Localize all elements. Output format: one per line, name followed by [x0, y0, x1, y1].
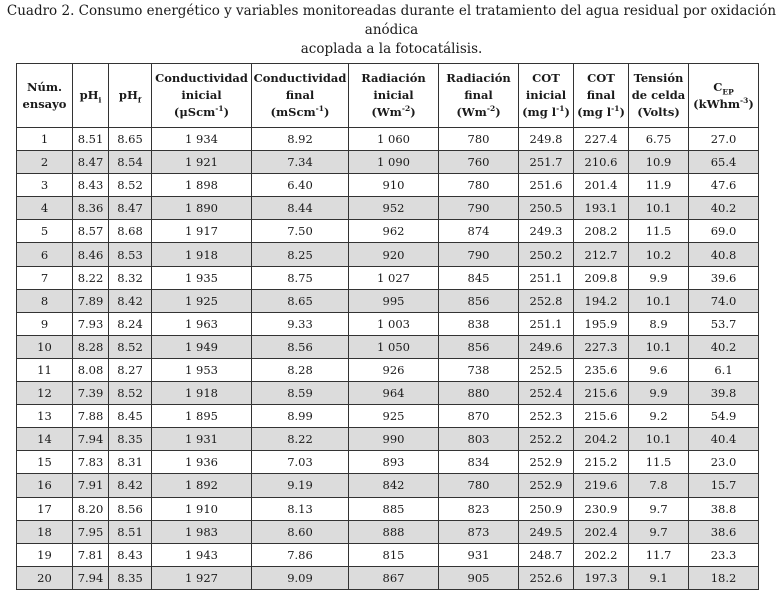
cell-conductividad-inicial: 1 935	[152, 266, 252, 289]
cell-radiacion-inicial: 1 003	[349, 312, 439, 335]
cell-ph-inicial: 8.22	[73, 266, 109, 289]
cell-radiacion-inicial: 952	[349, 197, 439, 220]
table-caption	[0, 2, 783, 59]
cell-ph-final: 8.35	[109, 428, 152, 451]
cell-radiacion-inicial: 885	[349, 497, 439, 520]
cell-ensayo: 17	[17, 497, 73, 520]
table-row	[17, 266, 759, 289]
cell-ensayo: 6	[17, 243, 73, 266]
cell-cot-inicial: 251.7	[519, 151, 574, 174]
cell-radiacion-final: 931	[439, 543, 519, 566]
cell-radiacion-final: 780	[439, 474, 519, 497]
cell-radiacion-final: 780	[439, 174, 519, 197]
cell-cot-final: 212.7	[574, 243, 629, 266]
cell-conductividad-final: 8.56	[252, 335, 349, 358]
cell-cot-final: 202.4	[574, 520, 629, 543]
cell-conductividad-inicial: 1 936	[152, 451, 252, 474]
cell-tension-celda: 9.7	[629, 497, 689, 520]
cell-cot-final: 230.9	[574, 497, 629, 520]
cell-ph-final: 8.68	[109, 220, 152, 243]
cell-cot-inicial: 252.9	[519, 451, 574, 474]
header-radiacion-final: Radiación final $(Wm^{-2})$	[439, 64, 519, 128]
cell-tension-celda: 8.9	[629, 312, 689, 335]
cell-cot-inicial: 248.7	[519, 543, 574, 566]
cell-ph-final: 8.42	[109, 289, 152, 312]
cell-cot-final: 215.2	[574, 451, 629, 474]
cell-cot-final: 227.3	[574, 335, 629, 358]
cell-ph-inicial: 7.93	[73, 312, 109, 335]
cell-conductividad-final: 8.59	[252, 382, 349, 405]
cell-ph-final: 8.54	[109, 151, 152, 174]
cell-radiacion-inicial: 995	[349, 289, 439, 312]
cell-tension-celda: 7.8	[629, 474, 689, 497]
header-radiacion-inicial: Radiación inicial $(Wm^{-2})$	[349, 64, 439, 128]
cell-cep: 65.4	[689, 151, 759, 174]
cell-radiacion-final: 856	[439, 289, 519, 312]
cell-ensayo: 10	[17, 335, 73, 358]
cell-conductividad-final: 8.13	[252, 497, 349, 520]
header-conductividad-final: Conductividad final (mScm$^{-1}$)	[252, 64, 349, 128]
cell-tension-celda: 10.1	[629, 335, 689, 358]
cell-cot-final: 227.4	[574, 128, 629, 151]
cell-ensayo: 20	[17, 566, 73, 589]
cell-radiacion-final: 873	[439, 520, 519, 543]
cell-ph-inicial: 7.89	[73, 289, 109, 312]
cell-ph-final: 8.24	[109, 312, 152, 335]
cell-ph-final: 8.45	[109, 405, 152, 428]
cell-cot-inicial: 252.6	[519, 566, 574, 589]
cell-cot-inicial: 252.9	[519, 474, 574, 497]
cell-radiacion-final: 823	[439, 497, 519, 520]
caption-line-2: acoplada a la fotocatálisis.	[300, 41, 483, 57]
cell-ph-final: 8.31	[109, 451, 152, 474]
cell-radiacion-final: 880	[439, 382, 519, 405]
cell-cep: 39.8	[689, 382, 759, 405]
cell-ensayo: 12	[17, 382, 73, 405]
cell-tension-celda: 9.9	[629, 266, 689, 289]
cell-ph-inicial: 7.94	[73, 428, 109, 451]
cell-conductividad-final: 6.40	[252, 174, 349, 197]
cell-cot-inicial: 251.1	[519, 312, 574, 335]
cell-cot-inicial: 249.6	[519, 335, 574, 358]
cell-radiacion-inicial: 1 050	[349, 335, 439, 358]
caption-line-1: Cuadro 2. Consumo energético y variables monitoreadas durante el tratamiento del agua residual por oxidación anódica	[6, 3, 777, 38]
cell-cot-inicial: 249.5	[519, 520, 574, 543]
cell-ph-final: 8.35	[109, 566, 152, 589]
cell-conductividad-final: 9.09	[252, 566, 349, 589]
table-row	[17, 451, 759, 474]
cell-cep: 53.7	[689, 312, 759, 335]
cell-tension-celda: 10.1	[629, 197, 689, 220]
cell-ensayo: 4	[17, 197, 73, 220]
cell-tension-celda: 11.9	[629, 174, 689, 197]
table-row	[17, 405, 759, 428]
header-conductividad-inicial: Conductividad inicial (μScm$^{-1}$)	[152, 64, 252, 128]
cell-conductividad-inicial: 1 910	[152, 497, 252, 520]
cell-cot-final: 194.2	[574, 289, 629, 312]
data-table	[16, 63, 759, 590]
cell-ph-inicial: 7.88	[73, 405, 109, 428]
header-ensayo: Núm. ensayo	[17, 64, 73, 128]
cell-radiacion-final: 738	[439, 358, 519, 381]
cell-radiacion-inicial: 893	[349, 451, 439, 474]
cell-cep: 40.8	[689, 243, 759, 266]
cell-conductividad-inicial: 1 892	[152, 474, 252, 497]
cell-cep: 69.0	[689, 220, 759, 243]
cell-conductividad-final: 8.60	[252, 520, 349, 543]
cell-cep: 6.1	[689, 358, 759, 381]
cell-radiacion-inicial: 842	[349, 474, 439, 497]
cell-cot-final: 201.4	[574, 174, 629, 197]
cell-cot-inicial: 252.5	[519, 358, 574, 381]
cell-cot-inicial: 252.3	[519, 405, 574, 428]
cell-radiacion-inicial: 867	[349, 566, 439, 589]
cell-ph-inicial: 8.43	[73, 174, 109, 197]
cell-ph-inicial: 7.39	[73, 382, 109, 405]
cell-tension-celda: 6.75	[629, 128, 689, 151]
cell-tension-celda: 11.5	[629, 451, 689, 474]
cell-conductividad-final: 8.92	[252, 128, 349, 151]
header-cep: $C_{EP}$ (kWhm$^{-3}$)	[689, 64, 759, 128]
cell-radiacion-final: 790	[439, 197, 519, 220]
cell-cep: 18.2	[689, 566, 759, 589]
cell-cep: 74.0	[689, 289, 759, 312]
cell-cot-final: 219.6	[574, 474, 629, 497]
cell-conductividad-inicial: 1 949	[152, 335, 252, 358]
cell-cot-inicial: 249.3	[519, 220, 574, 243]
cell-cep: 54.9	[689, 405, 759, 428]
cell-conductividad-inicial: 1 983	[152, 520, 252, 543]
cell-radiacion-final: 874	[439, 220, 519, 243]
cell-cot-inicial: 252.2	[519, 428, 574, 451]
cell-cot-final: 193.1	[574, 197, 629, 220]
cell-conductividad-inicial: 1 927	[152, 566, 252, 589]
cell-ph-inicial: 7.81	[73, 543, 109, 566]
cell-ph-inicial: 8.20	[73, 497, 109, 520]
cell-conductividad-inicial: 1 943	[152, 543, 252, 566]
cell-conductividad-final: 9.33	[252, 312, 349, 335]
cell-conductividad-final: 8.75	[252, 266, 349, 289]
table-row	[17, 358, 759, 381]
cell-conductividad-final: 8.65	[252, 289, 349, 312]
cell-cep: 39.6	[689, 266, 759, 289]
cell-cot-inicial: 250.5	[519, 197, 574, 220]
cell-ph-inicial: 8.57	[73, 220, 109, 243]
header-cot-inicial: COT inicial (mg $l^{-1}$)	[519, 64, 574, 128]
cell-conductividad-final: 9.19	[252, 474, 349, 497]
cell-tension-celda: 11.7	[629, 543, 689, 566]
cell-conductividad-inicial: 1 921	[152, 151, 252, 174]
cell-ph-final: 8.56	[109, 497, 152, 520]
cell-tension-celda: 10.1	[629, 428, 689, 451]
table-row	[17, 382, 759, 405]
cell-radiacion-inicial: 910	[349, 174, 439, 197]
cell-conductividad-inicial: 1 895	[152, 405, 252, 428]
cell-cot-final: 204.2	[574, 428, 629, 451]
cell-conductividad-final: 8.99	[252, 405, 349, 428]
cell-conductividad-final: 7.50	[252, 220, 349, 243]
cell-radiacion-inicial: 920	[349, 243, 439, 266]
cell-ph-inicial: 7.83	[73, 451, 109, 474]
table-row	[17, 335, 759, 358]
cell-radiacion-final: 905	[439, 566, 519, 589]
cell-ensayo: 8	[17, 289, 73, 312]
cell-ph-inicial: 7.95	[73, 520, 109, 543]
cell-conductividad-inicial: 1 918	[152, 243, 252, 266]
cell-radiacion-final: 803	[439, 428, 519, 451]
cell-ph-inicial: 8.51	[73, 128, 109, 151]
cell-radiacion-inicial: 888	[349, 520, 439, 543]
cell-ensayo: 19	[17, 543, 73, 566]
table-row	[17, 520, 759, 543]
cell-tension-celda: 9.6	[629, 358, 689, 381]
cell-ensayo: 13	[17, 405, 73, 428]
cell-ph-inicial: 8.08	[73, 358, 109, 381]
cell-ph-final: 8.47	[109, 197, 152, 220]
header-cot-final: COT final (mg $l^{-1}$)	[574, 64, 629, 128]
cell-cep: 23.3	[689, 543, 759, 566]
cell-cep: 40.2	[689, 335, 759, 358]
header-ph-final: $pH_f$	[109, 64, 152, 128]
table-row	[17, 220, 759, 243]
table-row	[17, 174, 759, 197]
cell-cep: 15.7	[689, 474, 759, 497]
cell-conductividad-final: 7.03	[252, 451, 349, 474]
cell-ph-final: 8.32	[109, 266, 152, 289]
cell-cep: 40.4	[689, 428, 759, 451]
cell-ensayo: 16	[17, 474, 73, 497]
table-row	[17, 566, 759, 589]
table-row	[17, 289, 759, 312]
cell-radiacion-final: 838	[439, 312, 519, 335]
cell-conductividad-inicial: 1 898	[152, 174, 252, 197]
cell-radiacion-final: 870	[439, 405, 519, 428]
cell-ensayo: 18	[17, 520, 73, 543]
cell-ph-inicial: 8.46	[73, 243, 109, 266]
cell-cot-inicial: 249.8	[519, 128, 574, 151]
cell-cep: 38.6	[689, 520, 759, 543]
cell-ensayo: 5	[17, 220, 73, 243]
cell-cot-inicial: 250.2	[519, 243, 574, 266]
cell-tension-celda: 10.9	[629, 151, 689, 174]
table-row	[17, 474, 759, 497]
table-row	[17, 312, 759, 335]
cell-conductividad-inicial: 1 925	[152, 289, 252, 312]
cell-cot-inicial: 252.4	[519, 382, 574, 405]
header-tension-celda: Tensión de celda (Volts)	[629, 64, 689, 128]
cell-cep: 40.2	[689, 197, 759, 220]
cell-ph-final: 8.27	[109, 358, 152, 381]
header-ph-inicial: $pH_i$	[73, 64, 109, 128]
cell-cot-final: 235.6	[574, 358, 629, 381]
cell-cot-final: 197.3	[574, 566, 629, 589]
cell-radiacion-inicial: 815	[349, 543, 439, 566]
cell-ensayo: 15	[17, 451, 73, 474]
cell-radiacion-inicial: 962	[349, 220, 439, 243]
cell-ph-inicial: 7.91	[73, 474, 109, 497]
cell-cot-final: 208.2	[574, 220, 629, 243]
cell-ph-inicial: 8.47	[73, 151, 109, 174]
cell-radiacion-inicial: 990	[349, 428, 439, 451]
cell-tension-celda: 11.5	[629, 220, 689, 243]
cell-ph-final: 8.52	[109, 382, 152, 405]
cell-conductividad-inicial: 1 934	[152, 128, 252, 151]
cell-ensayo: 2	[17, 151, 73, 174]
cell-cot-inicial: 252.8	[519, 289, 574, 312]
cell-tension-celda: 9.1	[629, 566, 689, 589]
table-row	[17, 197, 759, 220]
cell-conductividad-inicial: 1 931	[152, 428, 252, 451]
table-row	[17, 151, 759, 174]
cell-cot-inicial: 250.9	[519, 497, 574, 520]
cell-ph-final: 8.65	[109, 128, 152, 151]
cell-cot-final: 209.8	[574, 266, 629, 289]
cell-cep: 38.8	[689, 497, 759, 520]
cell-conductividad-final: 8.22	[252, 428, 349, 451]
cell-ph-inicial: 7.94	[73, 566, 109, 589]
cell-ph-final: 8.52	[109, 174, 152, 197]
cell-ph-final: 8.42	[109, 474, 152, 497]
cell-conductividad-final: 8.28	[252, 358, 349, 381]
cell-cep: 23.0	[689, 451, 759, 474]
cell-tension-celda: 9.7	[629, 520, 689, 543]
cell-cot-final: 215.6	[574, 405, 629, 428]
cell-radiacion-inicial: 1 027	[349, 266, 439, 289]
cell-ph-inicial: 8.28	[73, 335, 109, 358]
cell-radiacion-inicial: 964	[349, 382, 439, 405]
table-row	[17, 128, 759, 151]
cell-cot-inicial: 251.6	[519, 174, 574, 197]
cell-cot-inicial: 251.1	[519, 266, 574, 289]
table-row	[17, 243, 759, 266]
cell-radiacion-inicial: 925	[349, 405, 439, 428]
cell-radiacion-final: 856	[439, 335, 519, 358]
cell-conductividad-inicial: 1 953	[152, 358, 252, 381]
cell-ph-final: 8.53	[109, 243, 152, 266]
cell-cep: 47.6	[689, 174, 759, 197]
cell-radiacion-final: 834	[439, 451, 519, 474]
table-row	[17, 543, 759, 566]
cell-ensayo: 3	[17, 174, 73, 197]
cell-ensayo: 7	[17, 266, 73, 289]
cell-ensayo: 11	[17, 358, 73, 381]
cell-radiacion-final: 790	[439, 243, 519, 266]
cell-ensayo: 14	[17, 428, 73, 451]
cell-cep: 27.0	[689, 128, 759, 151]
cell-cot-final: 210.6	[574, 151, 629, 174]
cell-radiacion-inicial: 1 090	[349, 151, 439, 174]
cell-radiacion-inicial: 926	[349, 358, 439, 381]
header-row	[17, 64, 759, 128]
cell-ensayo: 9	[17, 312, 73, 335]
cell-conductividad-inicial: 1 918	[152, 382, 252, 405]
cell-conductividad-final: 7.86	[252, 543, 349, 566]
cell-radiacion-final: 780	[439, 128, 519, 151]
cell-radiacion-final: 760	[439, 151, 519, 174]
cell-ph-final: 8.52	[109, 335, 152, 358]
cell-tension-celda: 9.2	[629, 405, 689, 428]
cell-tension-celda: 10.2	[629, 243, 689, 266]
cell-conductividad-inicial: 1 963	[152, 312, 252, 335]
cell-conductividad-final: 8.25	[252, 243, 349, 266]
cell-conductividad-final: 8.44	[252, 197, 349, 220]
table-body	[17, 128, 759, 590]
cell-cot-final: 202.2	[574, 543, 629, 566]
cell-conductividad-final: 7.34	[252, 151, 349, 174]
cell-radiacion-final: 845	[439, 266, 519, 289]
cell-ph-inicial: 8.36	[73, 197, 109, 220]
cell-radiacion-inicial: 1 060	[349, 128, 439, 151]
cell-ensayo: 1	[17, 128, 73, 151]
cell-ph-final: 8.43	[109, 543, 152, 566]
cell-tension-celda: 10.1	[629, 289, 689, 312]
cell-conductividad-inicial: 1 890	[152, 197, 252, 220]
table-row	[17, 497, 759, 520]
cell-ph-final: 8.51	[109, 520, 152, 543]
cell-cot-final: 215.6	[574, 382, 629, 405]
cell-tension-celda: 9.9	[629, 382, 689, 405]
cell-conductividad-inicial: 1 917	[152, 220, 252, 243]
cell-cot-final: 195.9	[574, 312, 629, 335]
table-row	[17, 428, 759, 451]
